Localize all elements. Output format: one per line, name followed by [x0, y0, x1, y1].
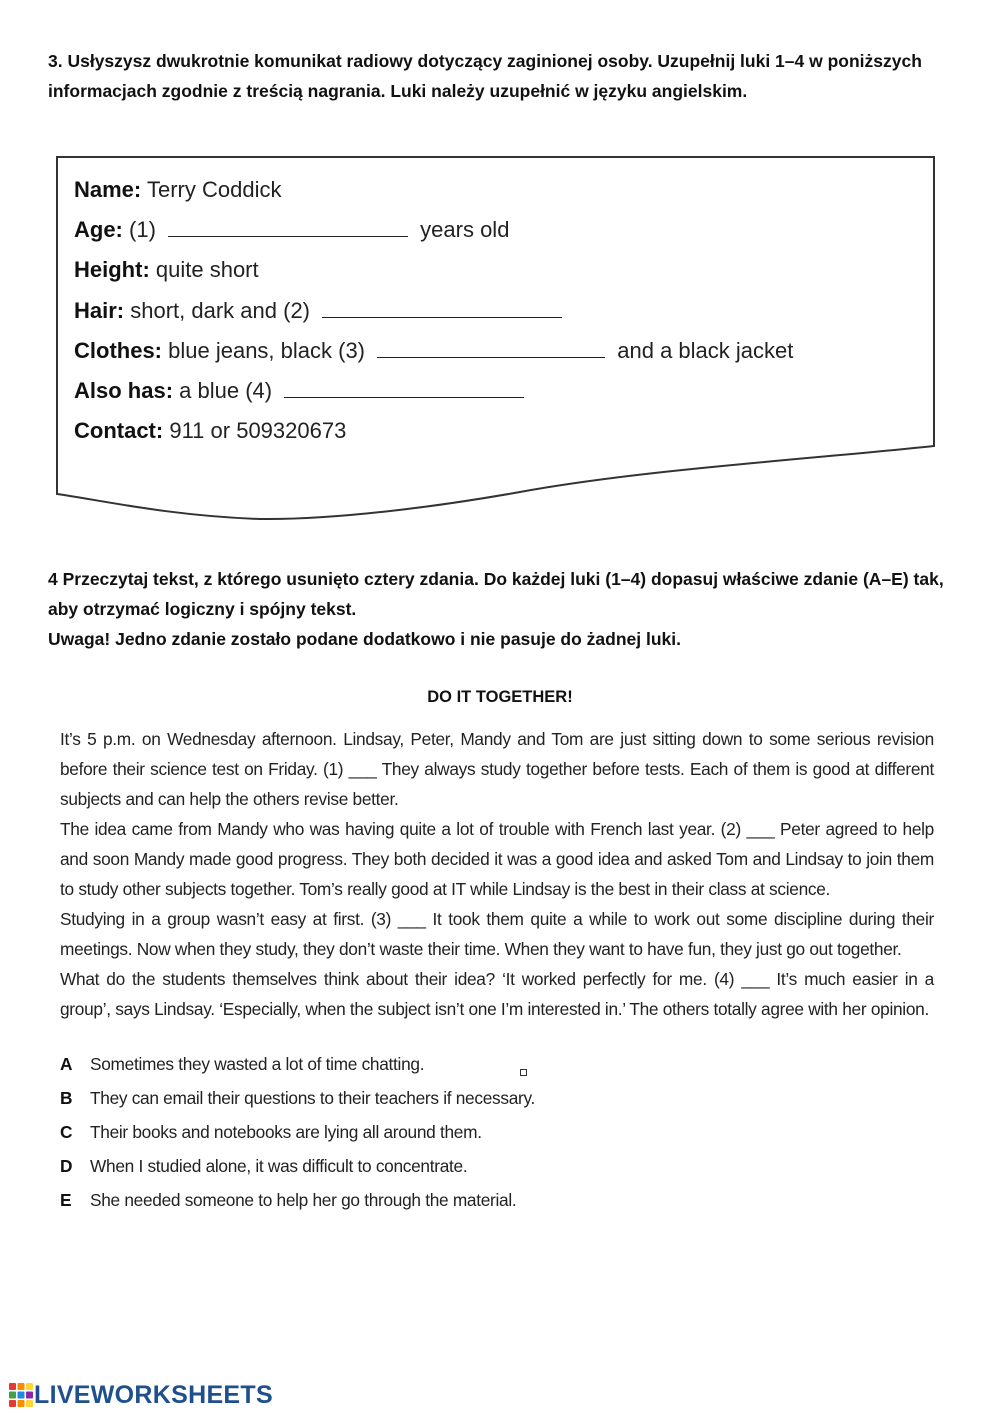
option-letter: B: [60, 1088, 73, 1108]
also-has-text: a blue (4): [179, 378, 273, 403]
passage-paragraph-3: Studying in a group wasn’t easy at first. (3) ___ It took them quite a while to work out some discipline during their meetings. Now when they study, they don’t waste their time. When they want to have fun, they just go out together.: [60, 909, 934, 959]
also-has-row: [74, 376, 530, 406]
task4-instruction-block: [48, 564, 958, 654]
hair-row: [74, 296, 568, 326]
contact-row: [74, 416, 346, 446]
height-label: Height:: [74, 257, 150, 282]
option-a: [60, 1049, 424, 1079]
age-suffix: years old: [420, 217, 510, 242]
option-b: [60, 1083, 535, 1113]
reading-passage: [60, 724, 934, 1024]
gap-3-input[interactable]: [377, 339, 605, 358]
passage-paragraph-1: It’s 5 p.m. on Wednesday afternoon. Lindsay, Peter, Mandy and Tom are just sitting down to some serious revision before their science test on Friday. (1) ___ They always study together before tests. Each of them is good at different subjects and can help the others revise better.: [60, 729, 934, 809]
gap-2-input[interactable]: [322, 299, 562, 318]
height-row: [74, 255, 259, 285]
option-letter: A: [60, 1054, 73, 1074]
name-value: Terry Coddick: [146, 177, 282, 202]
option-e: [60, 1185, 516, 1215]
option-text: They can email their questions to their teachers if necessary.: [90, 1088, 536, 1108]
option-text: Their books and notebooks are lying all around them.: [90, 1122, 482, 1142]
liveworksheets-logo-text: LIVEWORKSHEETS: [34, 1380, 273, 1409]
option-letter: D: [60, 1156, 73, 1176]
liveworksheets-logo[interactable]: [8, 1380, 273, 1410]
passage-paragraph-2: The idea came from Mandy who was having quite a lot of trouble with French last year. (2) ___ Peter agreed to help and soon Mandy made good progress. They both decided it was a good idea and asked Tom and Lindsay to join them to study other subjects together. Tom’s really good at IT while Lindsay is the best in their class at science.: [60, 819, 934, 899]
option-text: She needed someone to help her go through the material.: [90, 1190, 517, 1210]
option-text: Sometimes they wasted a lot of time chatting.: [90, 1054, 425, 1074]
option-letter: C: [60, 1122, 73, 1142]
gap-1-number: (1): [129, 217, 156, 242]
option-c: [60, 1117, 482, 1147]
also-has-label: Also has:: [74, 378, 174, 403]
height-value: quite short: [155, 257, 259, 282]
contact-label: Contact:: [74, 418, 164, 443]
task3-instruction: 3. Usłyszysz dwukrotnie komunikat radiowy dotyczący zaginionej osoby. Uzupełnij luki 1–4 w poniższych informacjach zgodnie z treścią nagrania. Luki należy uzupełnić w języku angielskim.: [48, 51, 922, 101]
age-label: Age:: [74, 217, 123, 242]
answer-checkbox[interactable]: [520, 1069, 527, 1076]
name-row: [74, 175, 281, 205]
hair-label: Hair:: [74, 298, 125, 323]
name-label: Name:: [74, 177, 142, 202]
clothes-label: Clothes:: [74, 338, 162, 363]
clothes-text: blue jeans, black (3): [168, 338, 366, 363]
gap-1-input[interactable]: [168, 218, 408, 237]
task4-instruction: 4 Przeczytaj tekst, z którego usunięto cztery zdania. Do każdej luki (1–4) dopasuj właściwe zdanie (A–E) tak, aby otrzymać logiczny i spójny tekst.: [48, 569, 944, 619]
contact-value: 911 or 509320673: [169, 418, 347, 443]
hair-text: short, dark and (2): [130, 298, 310, 323]
passage-paragraph-4: What do the students themselves think about their idea? ‘It worked perfectly for me. (4) ___ It’s much easier in a group’, says Lindsay. ‘Especially, when the subject isn’t one I’m interested in.’ The others totally agree with her opinion.: [60, 969, 934, 1019]
liveworksheets-logo-icon: [8, 1382, 34, 1408]
option-letter: E: [60, 1190, 72, 1210]
clothes-row: [74, 336, 793, 366]
option-d: [60, 1151, 467, 1181]
age-row: [74, 215, 509, 245]
option-text: When I studied alone, it was difficult to concentrate.: [90, 1156, 468, 1176]
task4-note: Uwaga! Jedno zdanie zostało podane dodatkowo i nie pasuje do żadnej luki.: [48, 629, 681, 649]
text-title: DO IT TOGETHER!: [427, 688, 573, 706]
clothes-suffix: and a black jacket: [617, 338, 794, 363]
gap-4-input[interactable]: [284, 383, 524, 398]
